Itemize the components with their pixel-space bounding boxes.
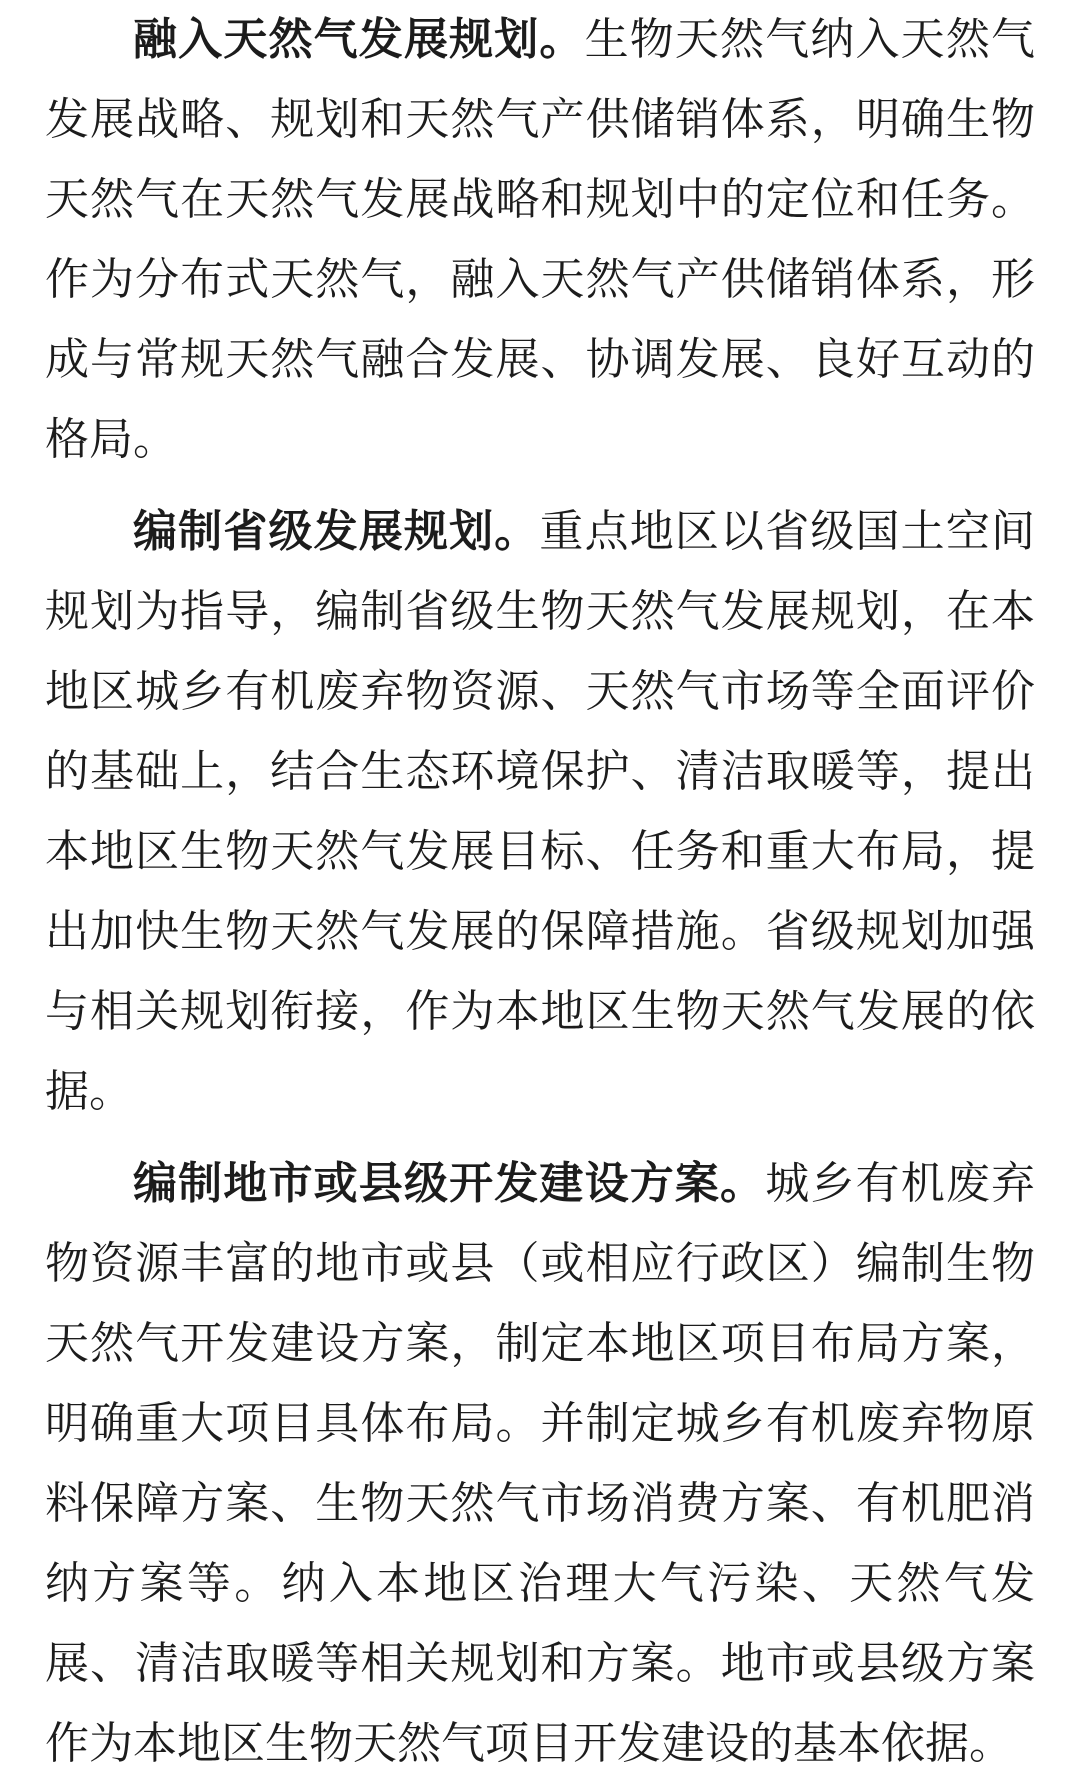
- paragraph-heading: 编制省级发展规划。: [133, 507, 540, 556]
- paragraph: [45, 492, 1035, 1132]
- paragraph: [45, 0, 1035, 480]
- paragraph-text: 生物天然气纳入天然气发展战略、规划和天然气产供储销体系，明确生物天然气在天然气发展战略和规划中的定位和任务。作为分布式天然气，融入天然气产供储销体系，形成与常规天然气融合发展、协调发展、良好互动的格局。: [45, 15, 1035, 464]
- paragraph-text: 城乡有机废弃物资源丰富的地市或县（或相应行政区）编制生物天然气开发建设方案，制定本地区项目布局方案，明确重大项目具体布局。并制定城乡有机废弃物原料保障方案、生物天然气市场消费方案、有机肥消纳方案等。纳入本地区治理大气污染、天然气发展、清洁取暖等相关规划和方案。地市或县级方案作为本地区生物天然气项目开发建设的基本依据。: [45, 1159, 1036, 1768]
- paragraph-heading: 编制地市或县级开发建设方案。: [133, 1159, 766, 1208]
- paragraph-heading: 融入天然气发展规划。: [133, 15, 585, 64]
- paragraph-text: 重点地区以省级国土空间规划为指导，编制省级生物天然气发展规划，在本地区城乡有机废弃物资源、天然气市场等全面评价的基础上，结合生态环境保护、清洁取暖等，提出本地区生物天然气发展目标、任务和重大布局，提出加快生物天然气发展的保障措施。省级规划加强与相关规划衔接，作为本地区生物天然气发展的依据。: [45, 507, 1035, 1116]
- paragraph: [45, 1144, 1035, 1784]
